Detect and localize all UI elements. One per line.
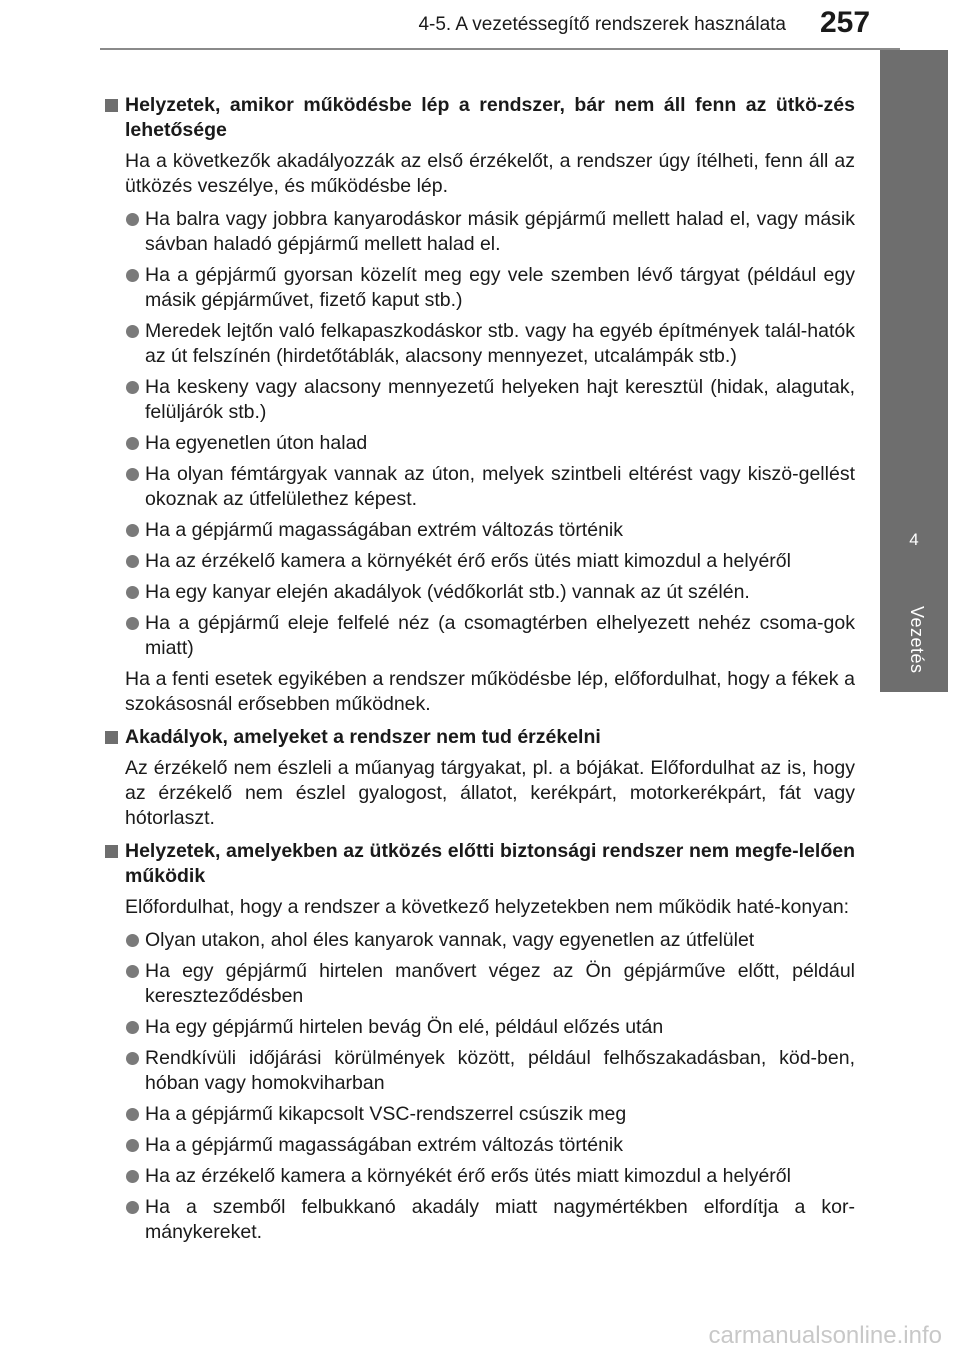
circle-bullet-icon	[126, 1108, 139, 1121]
page-content	[105, 85, 855, 1245]
list-item: Ha balra vagy jobbra kanyarodáskor másik gépjármű mellett halad el, vagy másik sávban haladó gépjármű mellett halad el.	[105, 207, 855, 257]
circle-bullet-icon	[126, 269, 139, 282]
circle-bullet-icon	[126, 1201, 139, 1214]
section-undetectable-obstacles	[105, 725, 855, 831]
list-item: Ha egyenetlen úton halad	[105, 431, 855, 456]
section-heading: Akadályok, amelyeket a rendszer nem tud érzékelni	[105, 725, 855, 750]
circle-bullet-icon	[126, 437, 139, 450]
list-item: Ha a gépjármű eleje felfelé néz (a csomagtérben elhelyezett nehéz csoma-gok miatt)	[105, 611, 855, 661]
circle-bullet-icon	[126, 1052, 139, 1065]
list-item: Ha egy gépjármű hirtelen manővert végez az Ön gépjárműve előtt, például kereszteződésben	[105, 959, 855, 1009]
list-item: Ha az érzékelő kamera a környékét érő erős ütés miatt kimozdul a helyéről	[105, 1164, 855, 1189]
list-item: Ha keskeny vagy alacsony mennyezetű helyeken hajt keresztül (hidak, alagutak, felüljárók stb.)	[105, 375, 855, 425]
list-item: Ha a gépjármű magasságában extrém változás történik	[105, 1133, 855, 1158]
page-number: 257	[820, 6, 871, 39]
circle-bullet-icon	[126, 934, 139, 947]
section-outro: Ha a fenti esetek egyikében a rendszer működésbe lép, előfordulhat, hogy a fékek a szokásosnál erősebben működnek.	[125, 668, 855, 715]
list-item: Rendkívüli időjárási körülmények között, például felhőszakadásban, köd-ben, hóban vagy homokviharban	[105, 1046, 855, 1096]
circle-bullet-icon	[126, 965, 139, 978]
list-item: Ha a gépjármű kikapcsolt VSC-rendszerrel csúszik meg	[105, 1102, 855, 1127]
list-item: Meredek lejtőn való felkapaszkodáskor stb. vagy ha egyéb építmények talál-hatók az út felszínén (hirdetőtáblák, alacsony mennyezet, utcalámpák stb.)	[105, 319, 855, 369]
list-item: Ha a gépjármű gyorsan közelít meg egy vele szemben lévő tárgyat (például egy másik gépjárművet, fizető kaput stb.)	[105, 263, 855, 313]
circle-bullet-icon	[126, 555, 139, 568]
square-bullet-icon	[105, 731, 118, 744]
section-intro: Az érzékelő nem észleli a műanyag tárgyakat, pl. a bójákat. Előfordulhat az is, hogy az érzékelő nem észlel gyalogost, állatot, kerékpárt, motorkerékpárt, fát vagy hótorlaszt.	[125, 757, 855, 829]
circle-bullet-icon	[126, 381, 139, 394]
circle-bullet-icon	[126, 1021, 139, 1034]
circle-bullet-icon	[126, 524, 139, 537]
list-item: Ha egy kanyar elején akadályok (védőkorlát stb.) vannak az út szélén.	[105, 580, 855, 605]
section-intro: Ha a következők akadályozzák az első érzékelőt, a rendszer úgy ítélheti, fenn áll az ütközés veszélye, és működésbe lép.	[125, 150, 855, 197]
circle-bullet-icon	[126, 1139, 139, 1152]
side-strip	[880, 50, 948, 520]
list-item: Ha a gépjármű magasságában extrém változás történik	[105, 518, 855, 543]
list-item: Ha a szemből felbukkanó akadály miatt nagymértékben elfordítja a kor-mánykereket.	[105, 1195, 855, 1245]
section-false-activation	[105, 93, 855, 717]
circle-bullet-icon	[126, 468, 139, 481]
running-header-title: 4-5. A vezetéssegítő rendszerek használata	[418, 14, 786, 35]
square-bullet-icon	[105, 845, 118, 858]
circle-bullet-icon	[126, 213, 139, 226]
circle-bullet-icon	[126, 1170, 139, 1183]
section-heading: Helyzetek, amikor működésbe lép a rendszer, bár nem áll fenn az ütkö-zés lehetősége	[105, 93, 855, 143]
chapter-label: Vezetés	[907, 606, 927, 674]
watermark: carmanualsonline.info	[708, 1322, 942, 1349]
section-intro: Előfordulhat, hogy a rendszer a következő helyzetekben nem működik haté-konyan:	[125, 896, 850, 918]
section-heading: Helyzetek, amelyekben az ütközés előtti biztonsági rendszer nem megfe-lelően működik	[105, 839, 855, 889]
chapter-number: 4	[909, 530, 919, 549]
square-bullet-icon	[105, 99, 118, 112]
section-malfunction-situations	[105, 839, 855, 1245]
list-item: Ha olyan fémtárgyak vannak az úton, melyek szintbeli eltérést vagy kiszö-gellést okoznak az útfelülethez képest.	[105, 462, 855, 512]
circle-bullet-icon	[126, 586, 139, 599]
circle-bullet-icon	[126, 617, 139, 630]
list-item: Ha egy gépjármű hirtelen bevág Ön elé, például előzés után	[105, 1015, 855, 1040]
list-item: Ha az érzékelő kamera a környékét érő erős ütés miatt kimozdul a helyéről	[105, 549, 855, 574]
circle-bullet-icon	[126, 325, 139, 338]
header-divider	[100, 48, 900, 50]
list-item: Olyan utakon, ahol éles kanyarok vannak, vagy egyenetlen az útfelület	[105, 928, 855, 953]
